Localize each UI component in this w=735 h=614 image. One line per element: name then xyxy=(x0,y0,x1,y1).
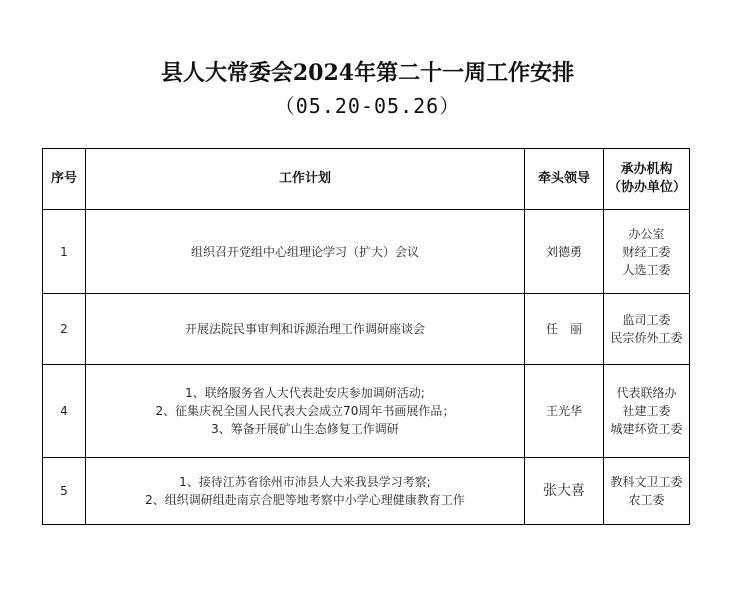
table-row xyxy=(43,458,690,525)
cell-lead-leader: 刘德勇 xyxy=(525,210,604,294)
table-header-row xyxy=(43,149,690,210)
organizer-line: 办公室 xyxy=(628,226,665,241)
cell-lead-leader: 王光华 xyxy=(525,365,604,458)
organizer-line: 人选工委 xyxy=(622,262,671,277)
cell-serial-number: 1 xyxy=(43,210,86,294)
plan-line: 1、联络服务省人大代表赴安庆参加调研活动; xyxy=(185,386,425,400)
cell-serial-number: 4 xyxy=(43,365,86,458)
plan-line: 2、征集庆祝全国人民代表大会成立70周年书画展作品； xyxy=(155,404,455,418)
organizer-line: 农工委 xyxy=(628,493,665,507)
organizer-line: 城建环资工委 xyxy=(610,422,683,436)
cell-organizer xyxy=(604,294,690,365)
cell-work-plan xyxy=(86,458,525,525)
cell-organizer xyxy=(604,365,690,458)
cell-lead-leader: 任 丽 xyxy=(525,294,604,365)
header-organizer: 承办机构（协办单位） xyxy=(604,149,690,210)
plan-line: 3、筹备开展矿山生态修复工作调研 xyxy=(211,422,399,436)
table-row xyxy=(43,210,690,294)
cell-organizer xyxy=(604,210,690,294)
organizer-line: 代表联络办 xyxy=(616,386,677,400)
cell-work-plan xyxy=(86,294,525,365)
organizer-line: 民宗侨外工委 xyxy=(610,331,683,345)
document-subtitle: （05.20-05.26） xyxy=(274,94,461,118)
plan-line: 2、组织调研组赴南京合肥等地考察中小学心理健康教育工作 xyxy=(145,493,465,507)
organizer-line: 财经工委 xyxy=(622,244,671,259)
cell-serial-number: 5 xyxy=(43,458,86,525)
schedule-table xyxy=(42,148,690,525)
table-row xyxy=(43,294,690,365)
cell-work-plan xyxy=(86,365,525,458)
header-work-plan: 工作计划 xyxy=(86,149,525,210)
document-title: 县人大常委会2024年第二十一周工作安排 xyxy=(160,60,575,86)
cell-work-plan xyxy=(86,210,525,294)
header-lead-leader: 牵头领导 xyxy=(525,149,604,210)
cell-serial-number: 2 xyxy=(43,294,86,365)
cell-lead-leader: 张大喜 xyxy=(525,458,604,525)
organizer-line: 监司工委 xyxy=(622,313,671,327)
organizer-line: 教科文卫工委 xyxy=(610,475,683,489)
table-row xyxy=(43,365,690,458)
plan-line: 组织召开党组中心组理论学习（扩大）会议 xyxy=(190,244,419,259)
plan-line: 1、接待江苏省徐州市沛县人大来我县学习考察; xyxy=(179,475,431,489)
cell-organizer xyxy=(604,458,690,525)
organizer-line: 社建工委 xyxy=(622,404,671,418)
header-serial-number: 序号 xyxy=(43,149,86,210)
plan-line: 开展法院民事审判和诉源治理工作调研座谈会 xyxy=(184,322,425,336)
